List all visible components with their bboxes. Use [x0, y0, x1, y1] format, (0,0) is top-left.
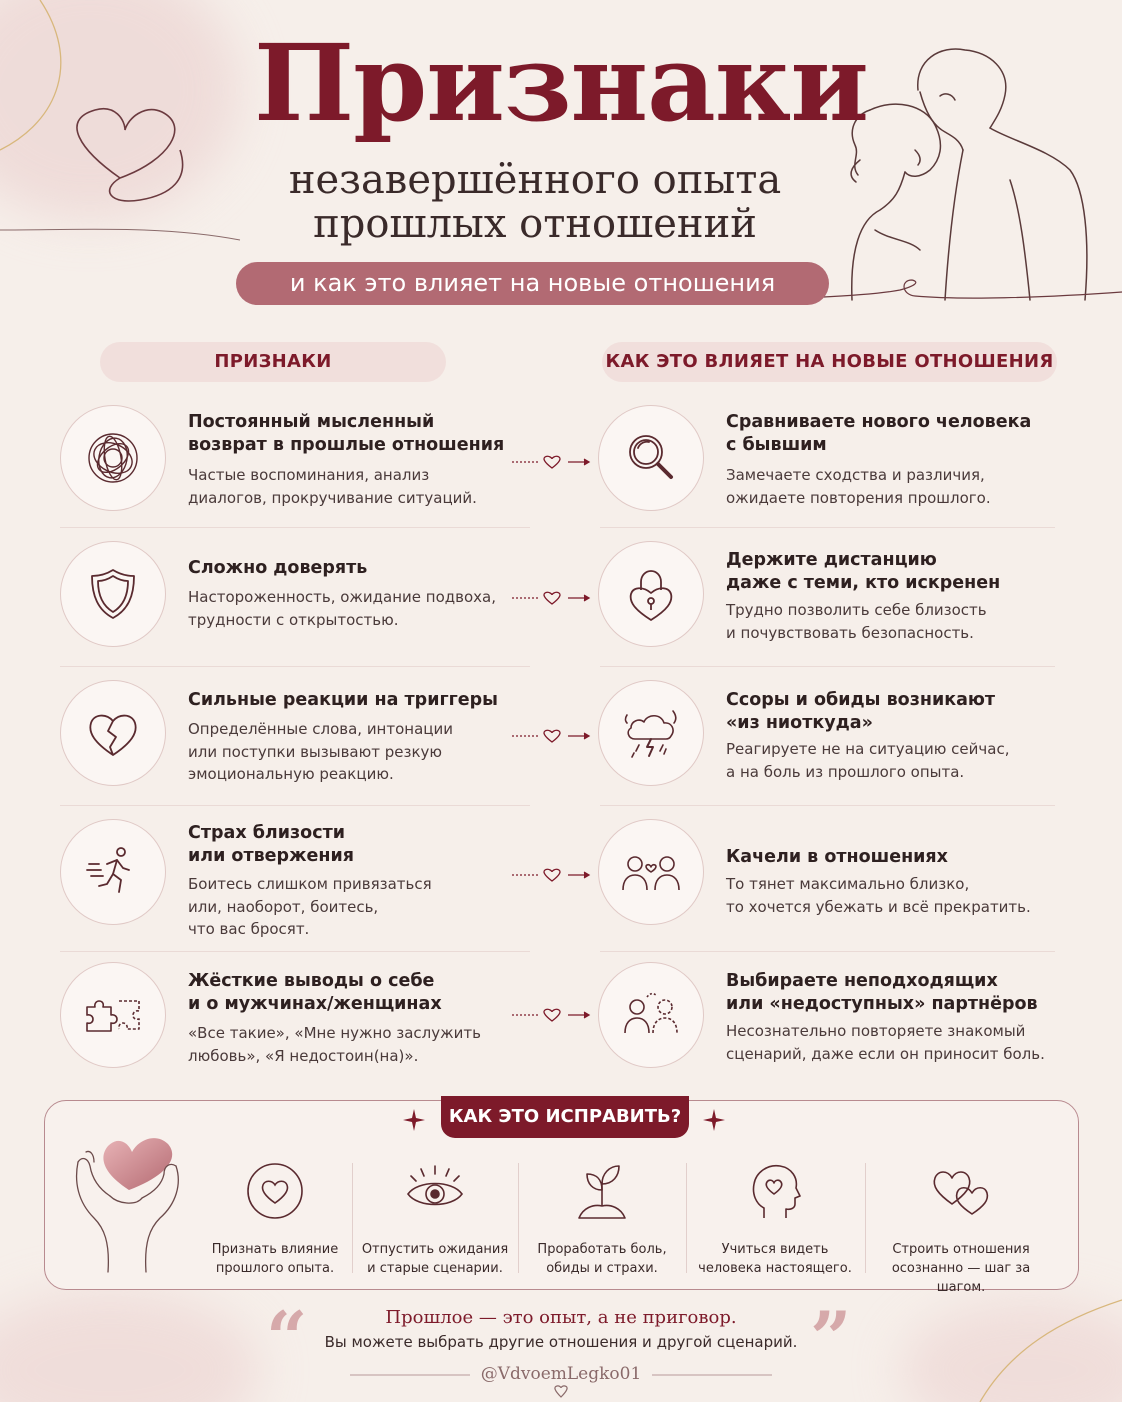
sign-description: Боитесь слишком привязаться или, наоборот, боитесь, что вас бросят.: [188, 875, 432, 938]
fix-divider: [686, 1163, 687, 1273]
tangled-thread-icon: [60, 405, 166, 511]
row-divider: [60, 951, 530, 952]
sprout-icon: [571, 1160, 633, 1222]
magnifier-icon: [598, 405, 704, 511]
fix-item-text: Проработать боль, обиды и страхи.: [537, 1242, 667, 1276]
quote-line-1: Прошлое — это опыт, а не приговор.: [385, 1307, 737, 1328]
connector-heart-arrow: [512, 726, 592, 746]
fix-item: [695, 1160, 855, 1278]
row-divider: [600, 951, 1055, 952]
sparkle-icon: [702, 1108, 726, 1132]
row-divider: [60, 527, 530, 528]
sign-description: Настороженность, ожидание подвоха, трудности с открытостью.: [188, 588, 496, 629]
column-header-signs: ПРИЗНАКИ: [100, 342, 446, 382]
effect-title: Сравниваете нового человека с бывшим: [726, 412, 1032, 455]
effect-title: Качели в отношениях: [726, 847, 948, 867]
close-quote-mark: ”: [810, 1295, 852, 1380]
subtitle-pill: и как это влияет на новые отношения: [236, 262, 829, 305]
fix-item: [195, 1160, 355, 1278]
person-and-dashed-person-icon: [598, 962, 704, 1068]
running-person-icon: [60, 819, 166, 925]
row-divider: [600, 666, 1055, 667]
puzzle-icon: [60, 962, 166, 1068]
effect-description: Замечаете сходства и различия, ожидаете повторения прошлого.: [726, 466, 991, 507]
two-hearts-icon: [930, 1160, 992, 1222]
sign-title: Сильные реакции на триггеры: [188, 690, 498, 710]
connector-heart-arrow: [512, 865, 592, 885]
fix-item-text: Строить отношения осознанно — шаг за шагом.: [891, 1242, 1031, 1295]
fix-divider: [518, 1163, 519, 1273]
effect-description: То тянет максимально близко, то хочется убежать и всё прекратить.: [726, 875, 1031, 916]
head-heart-icon: [744, 1160, 806, 1222]
row-divider: [600, 527, 1055, 528]
column-header-effects: КАК ЭТО ВЛИЯЕТ НА НОВЫЕ ОТНОШЕНИЯ: [602, 342, 1057, 382]
row-divider: [60, 666, 530, 667]
storm-cloud-icon: [598, 680, 704, 786]
connector-heart-arrow: [512, 588, 592, 608]
fix-divider: [865, 1163, 866, 1273]
fix-item-text: Учиться видеть человека настоящего.: [698, 1242, 852, 1276]
open-quote-mark: “: [266, 1295, 308, 1380]
sign-title: Жёсткие выводы о себе и о мужчинах/женщинах: [188, 971, 442, 1014]
sign-title: Постоянный мысленный возврат в прошлые отношения: [188, 412, 505, 455]
subtitle-line-1: незавершённого опыта: [288, 157, 782, 203]
sparkle-icon: [402, 1108, 426, 1132]
quote-line-2: Вы можете выбрать другие отношения и другой сценарий.: [324, 1333, 798, 1351]
subtitle-line-2: прошлых отношений: [313, 201, 757, 247]
author-handle: @VdvoemLegko01: [480, 1364, 642, 1384]
row-divider: [600, 805, 1055, 806]
sign-title: Сложно доверять: [188, 558, 368, 578]
effect-description: Реагируете не на ситуацию сейчас, а на боль из прошлого опыта.: [726, 740, 1010, 781]
fix-item: [355, 1160, 515, 1278]
connector-heart-arrow: [512, 452, 592, 472]
eye-icon: [404, 1160, 466, 1222]
heart-lock-icon: [598, 541, 704, 647]
page-title: Признаки: [254, 20, 868, 145]
effect-title: Ссоры и обиды возникают «из ниоткуда»: [726, 690, 996, 733]
effect-description: Несознательно повторяете знакомый сценарий, даже если он приносит боль.: [726, 1022, 1045, 1063]
connector-heart-arrow: [512, 1005, 592, 1025]
couple-heart-icon: [598, 819, 704, 925]
fix-item-text: Признать влияние прошлого опыта.: [211, 1242, 339, 1276]
fix-item: [522, 1160, 682, 1278]
broken-heart-icon: [60, 680, 166, 786]
shield-icon: [60, 541, 166, 647]
effect-description: Трудно позволить себе близость и почувствовать безопасность.: [726, 601, 987, 642]
sign-description: «Все такие», «Мне нужно заслужить любовь», «Я недостоин(на)».: [188, 1024, 481, 1065]
sign-description: Частые воспоминания, анализ диалогов, прокручивание ситуаций.: [188, 466, 477, 507]
heart-circle-icon: [244, 1160, 306, 1222]
hands-holding-heart-icon: [64, 1122, 194, 1282]
fix-item-text: Отпустить ожидания и старые сценарии.: [361, 1242, 509, 1276]
row-divider: [60, 805, 530, 806]
fix-item: [881, 1160, 1041, 1297]
sign-description: Определённые слова, интонации или поступки вызывают резкую эмоциональную реакцию.: [188, 720, 453, 783]
effect-title: Держите дистанцию даже с теми, кто искренен: [726, 550, 1001, 593]
fix-title: КАК ЭТО ИСПРАВИТЬ?: [441, 1096, 689, 1138]
effect-title: Выбираете неподходящих или «недоступных» партнёров: [726, 971, 1038, 1014]
sign-title: Страх близости или отвержения: [188, 823, 354, 866]
